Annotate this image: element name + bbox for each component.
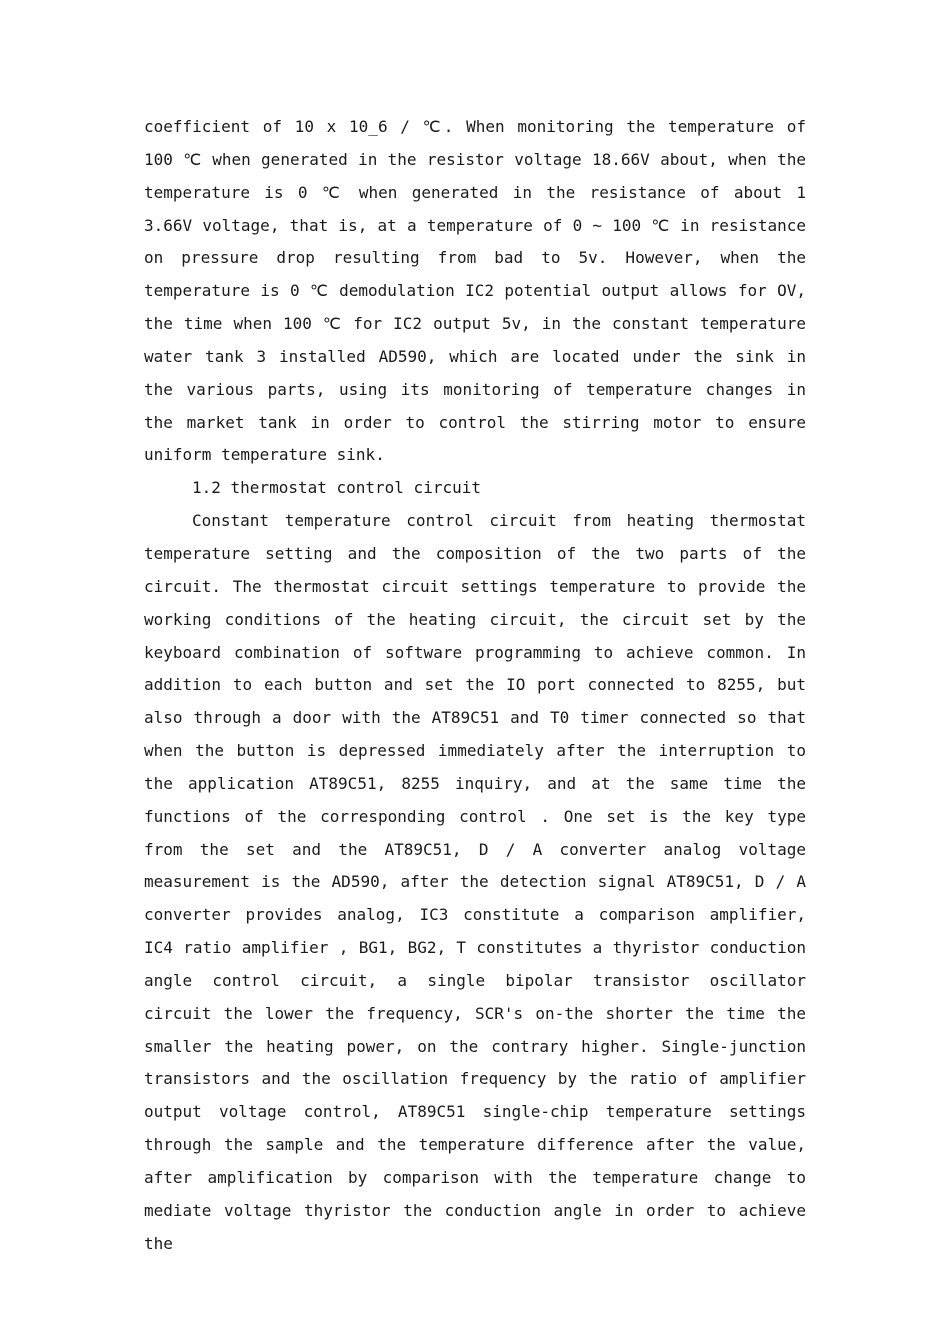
body-text [144,111,806,1261]
section-heading: 1.2 thermostat control circuit [192,478,481,498]
paragraph-thermostat-control: Constant temperature control circuit from heating thermostat temperature setting and the composition of the two parts of the circuit. The thermostat circuit settings temperature to provide the working conditions of the heating circuit, the circuit set by the keyboard combination of software programming to achieve common. In addition to each button and set the IO port connected to 8255, but also through a door with the AT89C51 and T0 timer connected so that when the button is depressed immediately after the interruption to the application AT89C51, 8255 inquiry, and at the same time the functions of the corresponding control . One set is the key type from the set and the AT89C51, D / A converter analog voltage measurement is the AD590, after the detection signal AT89C51, D / A converter provides analog, IC3 constitute a comparison amplifier, IC4 ratio amplifier , BG1, BG2, T constitutes a thyristor conduction angle control circuit, a single bipolar transistor oscillator circuit the lower the frequency, SCR's on-the shorter the time the smaller the heating power, on the contrary higher. Single-junction transistors and the oscillation frequency by the ratio of amplifier output voltage control, AT89C51 single-chip temperature settings through the sample and the temperature difference after the value, after amplification by comparison with the temperature change to mediate voltage thyristor the conduction angle in order to achieve the [144,511,806,1253]
paragraph-continued: coefficient of 10 x 10_6 / ℃. When monitoring the temperature of 100 ℃ when generated in the resistor voltage 18.66V about, when the temperature is 0 ℃ when generated in the resistance of about 1 3.66V voltage, that is, at a temperature of 0 ~ 100 ℃ in resistance on pressure drop resulting from bad to 5v. However, when the temperature is 0 ℃ demodulation IC2 potential output allows for OV, the time when 100 ℃ for IC2 output 5v, in the constant temperature water tank 3 installed AD590, which are located under the sink in the various parts, using its monitoring of temperature changes in the market tank in order to control the stirring motor to ensure uniform temperature sink. [144,117,806,465]
